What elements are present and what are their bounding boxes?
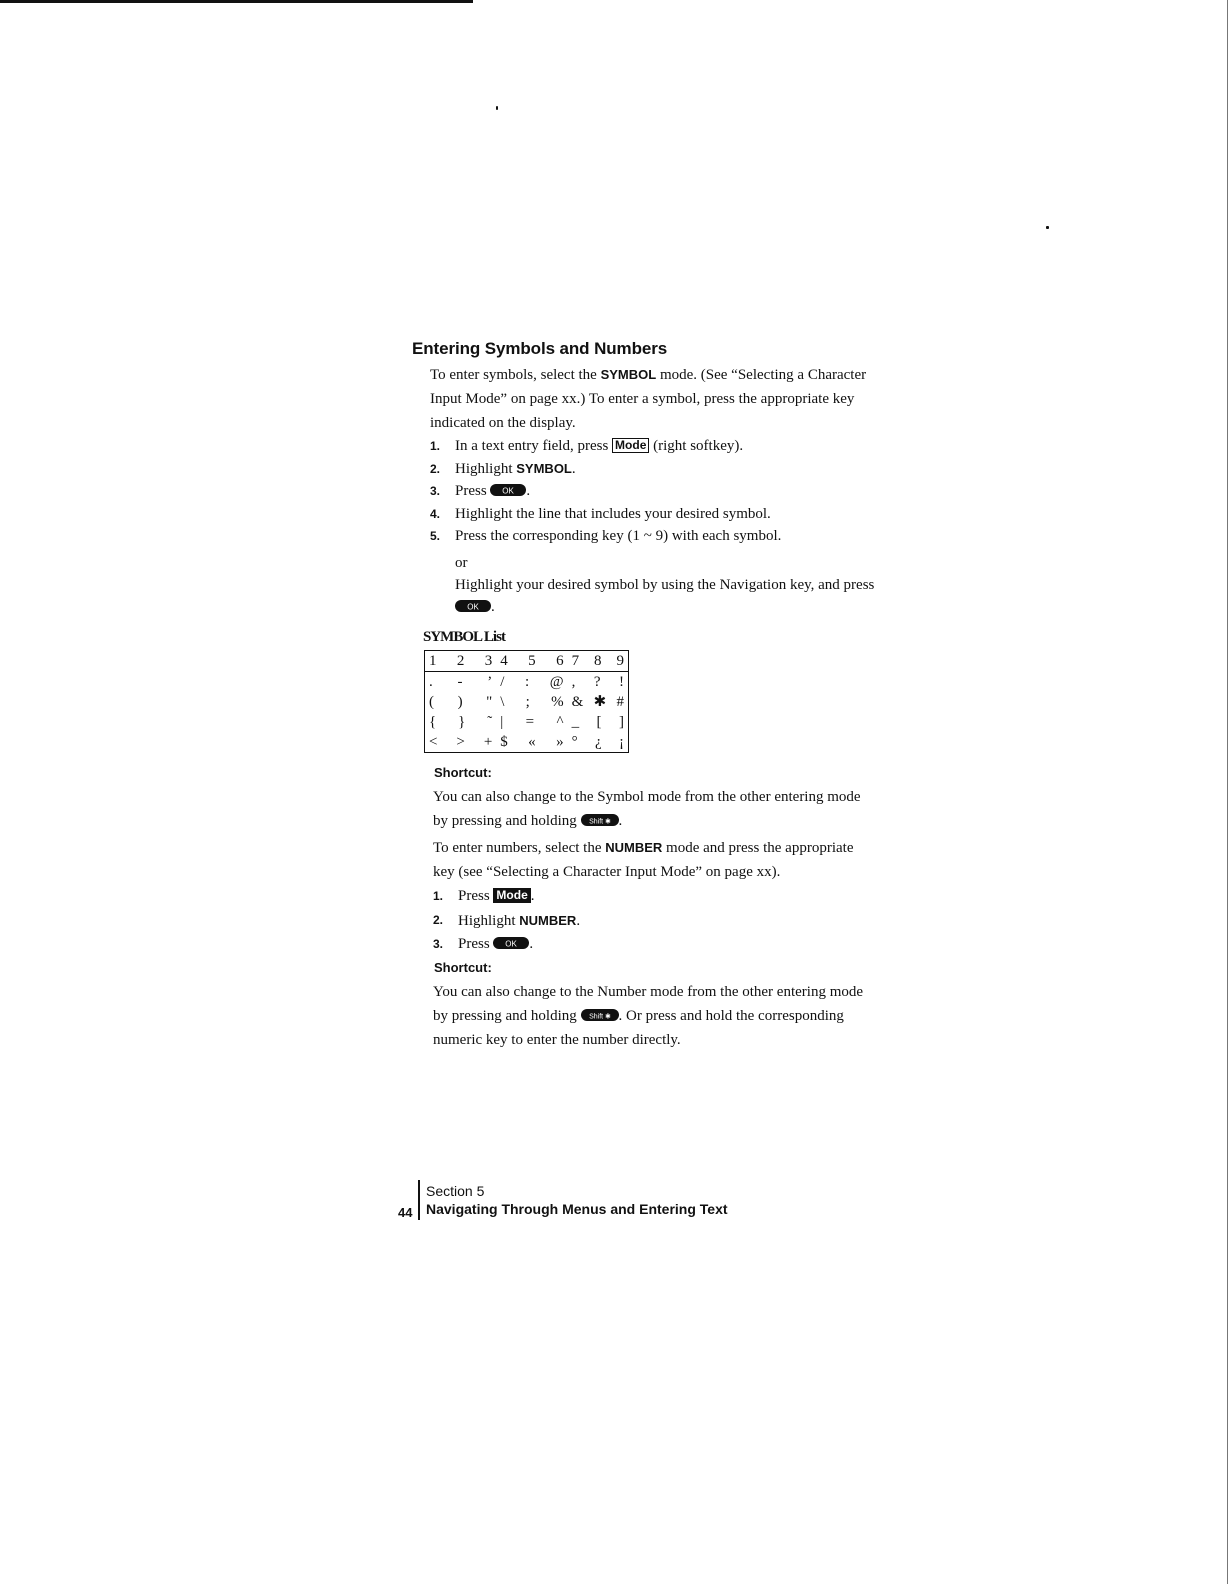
shortcut-label: Shortcut: (434, 765, 492, 780)
symbol-char: & (571, 694, 584, 710)
symbol-row (425, 712, 628, 732)
symbol-char: \ (500, 694, 505, 710)
key-number: 5 (528, 653, 536, 669)
step-number: 3. (433, 937, 444, 951)
symbol-char: { (429, 714, 437, 730)
symbol-char: $ (500, 734, 508, 750)
shortcut-text-end: . (618, 813, 623, 829)
key-number: 9 (616, 653, 624, 669)
step-number: 1. (430, 439, 441, 453)
alt-text: Highlight your desired symbol by using the Navigation key, and press (455, 577, 875, 593)
ok-key-icon (493, 936, 529, 950)
symbol-group (496, 692, 567, 712)
shift-key-icon (581, 813, 619, 827)
symbol-header-row (425, 651, 628, 672)
symbol-char: > (456, 734, 465, 750)
mode-name: SYMBOL (516, 460, 572, 476)
symbol-row (425, 692, 628, 712)
symbol-row (425, 732, 628, 752)
symbol-steps (430, 435, 870, 548)
symbol-char: - (457, 674, 463, 690)
step-text: Highlight the line that includes your desired symbol. (455, 505, 771, 522)
symbol-group (496, 651, 567, 671)
symbol-group (425, 732, 496, 752)
shortcut-text-end: . Or press and hold the corresponding numeric key to enter the number directly. (433, 1008, 844, 1048)
step-number: 3. (430, 484, 441, 498)
symbol-char: ¡ (618, 734, 624, 750)
step-text: Press (458, 888, 494, 904)
footer-section: Section 5 (426, 1183, 485, 1199)
symbol-group (425, 712, 496, 732)
key-number: 4 (500, 653, 508, 669)
symbol-group (568, 692, 628, 712)
symbol-char: . (429, 674, 433, 690)
symbol-char: [ (596, 714, 602, 730)
or-text: or (455, 555, 468, 571)
symbol-group (568, 712, 628, 732)
symbol-group (568, 732, 628, 752)
numbers-text: To enter numbers, select the (433, 840, 606, 856)
mode-name: NUMBER (519, 912, 577, 928)
symbol-char: = (525, 714, 535, 730)
shortcut-text: You can also change to the Symbol mode from the other entering mode by pressing and holding (433, 789, 861, 829)
symbol-group (496, 712, 567, 732)
step-text: Press (458, 936, 494, 952)
scan-speck (1046, 226, 1049, 229)
step-text: Press the corresponding key (1 ~ 9) with each symbol. (455, 528, 782, 544)
symbol-char: ˜ (487, 714, 493, 730)
symbol-char: » (556, 734, 564, 750)
symbol-char: ✱ (593, 694, 607, 710)
intro-text-rest: mode. (See “Selecting a Character Input Mode” on page xx.) To enter a symbol, press the appropriate key indicated on the display. (430, 367, 867, 431)
symbol-char: _ (571, 714, 580, 730)
symbol-char: ? (593, 674, 601, 690)
symbol-char: ] (619, 714, 624, 730)
section-heading: Entering Symbols and Numbers (412, 339, 668, 358)
step-text: In a text entry field, press (455, 438, 613, 454)
symbol-char: , (571, 674, 576, 690)
number-steps (433, 885, 873, 957)
symbol-char: ° (571, 734, 578, 750)
symbol-group (568, 651, 628, 671)
symbol-group (496, 732, 567, 752)
shift-key-icon (581, 1008, 619, 1022)
symbol-char: ; (525, 694, 530, 710)
symbol-char: < (429, 734, 438, 750)
mode-key-icon: Mode (493, 888, 530, 903)
symbol-char: ^ (556, 714, 564, 730)
symbol-group (425, 651, 496, 671)
intro-paragraph (430, 363, 870, 435)
page-number: 44 (398, 1205, 413, 1220)
symbol-char: ¿ (594, 734, 602, 750)
step-text: (right softkey). (649, 438, 744, 454)
step-text: . (526, 483, 531, 499)
svg-text:OK: OK (502, 486, 515, 496)
symbol-char: ( (429, 694, 434, 710)
top-rule (0, 0, 473, 3)
mode-name: SYMBOL (600, 367, 657, 382)
svg-text:Shift ✱: Shift ✱ (588, 818, 611, 826)
mode-key-icon: Mode (612, 438, 649, 453)
key-number: 3 (484, 653, 493, 669)
symbol-char: ! (618, 674, 624, 690)
scan-speck (496, 106, 498, 110)
symbol-char: ) (457, 694, 463, 710)
symbol-char: # (616, 694, 624, 710)
symbol-char: + (483, 734, 493, 750)
intro-text: To enter symbols, select the (430, 367, 601, 383)
alt-line (455, 574, 875, 618)
symbol-char: } (458, 714, 466, 730)
step-item (430, 480, 870, 503)
symbol-group (425, 692, 496, 712)
step-text: . (529, 936, 534, 952)
numbers-paragraph (433, 836, 873, 884)
step-item (433, 933, 873, 957)
symbol-group (496, 672, 567, 692)
symbol-char: ’ (487, 674, 493, 690)
svg-text:Shift ✱: Shift ✱ (588, 1013, 611, 1021)
mode-name: NUMBER (605, 840, 663, 855)
step-number: 4. (430, 506, 441, 521)
step-item (430, 525, 870, 548)
svg-text:OK: OK (467, 602, 479, 612)
key-number: 2 (456, 653, 465, 669)
alt-end: . (491, 599, 495, 615)
shortcut-paragraph (433, 785, 873, 833)
symbol-char: / (500, 674, 505, 690)
key-number: 6 (556, 653, 564, 669)
symbol-row (425, 672, 628, 692)
key-number: 1 (429, 653, 437, 669)
step-number: 2. (430, 461, 441, 476)
key-number: 8 (594, 653, 602, 669)
symbol-group (425, 672, 496, 692)
step-number: 5. (430, 529, 441, 543)
shortcut-text: You can also change to the Number mode from the other entering mode by pressing and holding (433, 984, 864, 1024)
step-text: . (576, 912, 581, 929)
symbol-char: % (551, 694, 564, 710)
shortcut-label: Shortcut: (434, 960, 492, 975)
step-number: 1. (433, 889, 444, 903)
step-text: . (530, 888, 535, 904)
symbol-char: | (500, 714, 504, 730)
svg-text:OK: OK (505, 939, 518, 949)
step-text: Highlight (458, 912, 520, 929)
numbers-text-rest: mode and press the appropriate key (see “Selecting a Character Input Mode” on page xx). (433, 840, 854, 880)
ok-key-icon (490, 483, 526, 497)
key-number: 7 (571, 653, 580, 669)
alt-instruction (455, 552, 875, 618)
page-edge (1227, 0, 1228, 1584)
symbol-list-table (424, 650, 629, 753)
step-text: Press (455, 483, 491, 499)
symbol-group (568, 672, 628, 692)
symbol-char: : (525, 674, 530, 690)
step-text: . (571, 460, 576, 477)
footer-divider (418, 1180, 420, 1220)
footer-title: Navigating Through Menus and Entering Text (426, 1201, 728, 1217)
step-item (433, 909, 873, 934)
step-item (430, 503, 870, 526)
step-item (433, 885, 873, 909)
symbol-list-title: SYMBOL List (423, 629, 505, 645)
step-item (430, 458, 870, 481)
ok-key-icon (455, 599, 491, 613)
symbol-char: « (528, 734, 536, 750)
symbol-char: " (486, 694, 493, 710)
step-number: 2. (433, 912, 444, 927)
symbol-char: @ (549, 674, 564, 690)
step-item (430, 435, 870, 458)
step-text: Highlight (455, 460, 517, 477)
shortcut-paragraph (433, 980, 873, 1052)
